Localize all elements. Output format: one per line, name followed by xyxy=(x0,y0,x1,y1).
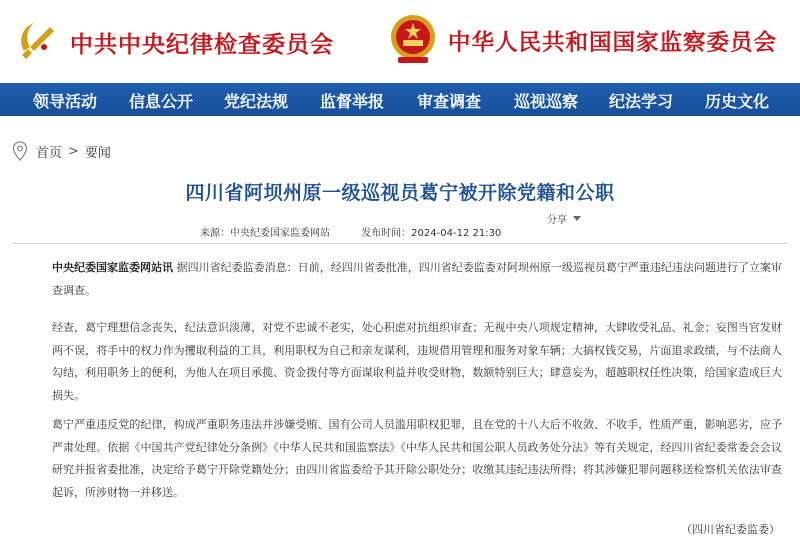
ccdi-brand[interactable] xyxy=(14,14,334,70)
nsc-brand[interactable] xyxy=(388,12,777,70)
ccdi-title: 中共中央纪律检查委员会 xyxy=(70,30,334,58)
article-meta xyxy=(200,224,501,239)
main-nav xyxy=(0,83,800,116)
nav-item-investigation[interactable]: 审查调查 xyxy=(417,92,482,111)
breadcrumb xyxy=(12,140,111,162)
article-paragraph-3 xyxy=(52,414,782,504)
breadcrumb-current[interactable]: 要闻 xyxy=(84,145,111,161)
paragraph-2-text: 经查，葛宁理想信念丧失，纪法意识淡薄，对党不忠诚不老实，处心积虑对抗组织审查；无视中央八项规定精神，大肆收受礼品、礼金；妄图当官发财两不误，将手中的权力作为攫取利益的工具，利用职权为自己和亲友谋利，违规借用管理和服务对象车辆；大搞权钱交易，片面追求政绩，与不法商人勾结，利用职务上的便利，为他人在项目承揽、资金拨付等方面谋取利益并收受财物，数额特别巨大；肆意妄为，超越职权任性决策，给国家造成巨大损失。 xyxy=(52,321,782,402)
share-label: 分享 xyxy=(547,215,567,226)
location-pin-icon xyxy=(12,141,28,161)
nav-item-inspection[interactable]: 巡视巡察 xyxy=(514,92,579,111)
nsc-title: 中华人民共和国国家监察委员会 xyxy=(448,30,778,56)
chevron-down-icon xyxy=(573,216,581,221)
article-signature: （四川省纪委监委） xyxy=(681,523,780,536)
site-header xyxy=(0,0,800,83)
nav-item-leadership[interactable]: 领导活动 xyxy=(33,92,98,111)
nav-item-reporting[interactable]: 监督举报 xyxy=(320,92,385,111)
divider xyxy=(12,243,788,244)
paragraph-1-text: 据四川省纪委监委消息：日前，经四川省委批准，四川省纪委监委对阿坝州原一级巡视员葛宁严重违纪违法问题进行了立案审查调查。 xyxy=(52,261,783,297)
party-emblem-icon xyxy=(14,17,60,67)
lead-source: 中央纪委国家监委网站讯 xyxy=(52,261,174,274)
nav-item-disclosure[interactable]: 信息公开 xyxy=(129,92,194,111)
national-emblem-icon xyxy=(388,13,438,69)
article-paragraph-1 xyxy=(52,257,782,302)
nav-item-regulations[interactable]: 党纪法规 xyxy=(224,92,289,111)
nav-item-study[interactable]: 纪法学习 xyxy=(609,92,674,111)
breadcrumb-separator: > xyxy=(68,143,79,159)
breadcrumb-home[interactable]: 首页 xyxy=(36,145,63,161)
article-paragraph-2 xyxy=(52,317,782,407)
article-date: 发布时间：2024-04-12 21:30 xyxy=(361,228,502,239)
article-source: 来源：中央纪委国家监委网站 xyxy=(200,228,330,239)
paragraph-3-text: 葛宁严重违反党的纪律，构成严重职务违法并涉嫌受贿、国有公司人员滥用职权犯罪，且在党的十八大后不收敛、不收手，性质严重，影响恶劣，应予严肃处理。依据《中国共产党纪律处分条例》《中华人民共和国监察法》《中华人民共和国公职人员政务处分法》等有关规定，经四川省纪委常委会会议研究并报省委批准，决定给予葛宁开除党籍处分；由四川省监委给予其开除公职处分；收缴其违纪违法所得；将其涉嫌犯罪问题移送检察机关依法审查起诉，所涉财物一并移送。 xyxy=(52,418,782,499)
share-button[interactable] xyxy=(547,211,581,226)
article-title: 四川省阿坝州原一级巡视员葛宁被开除党籍和公职 xyxy=(185,182,615,204)
nav-item-history[interactable]: 历史文化 xyxy=(705,92,770,111)
